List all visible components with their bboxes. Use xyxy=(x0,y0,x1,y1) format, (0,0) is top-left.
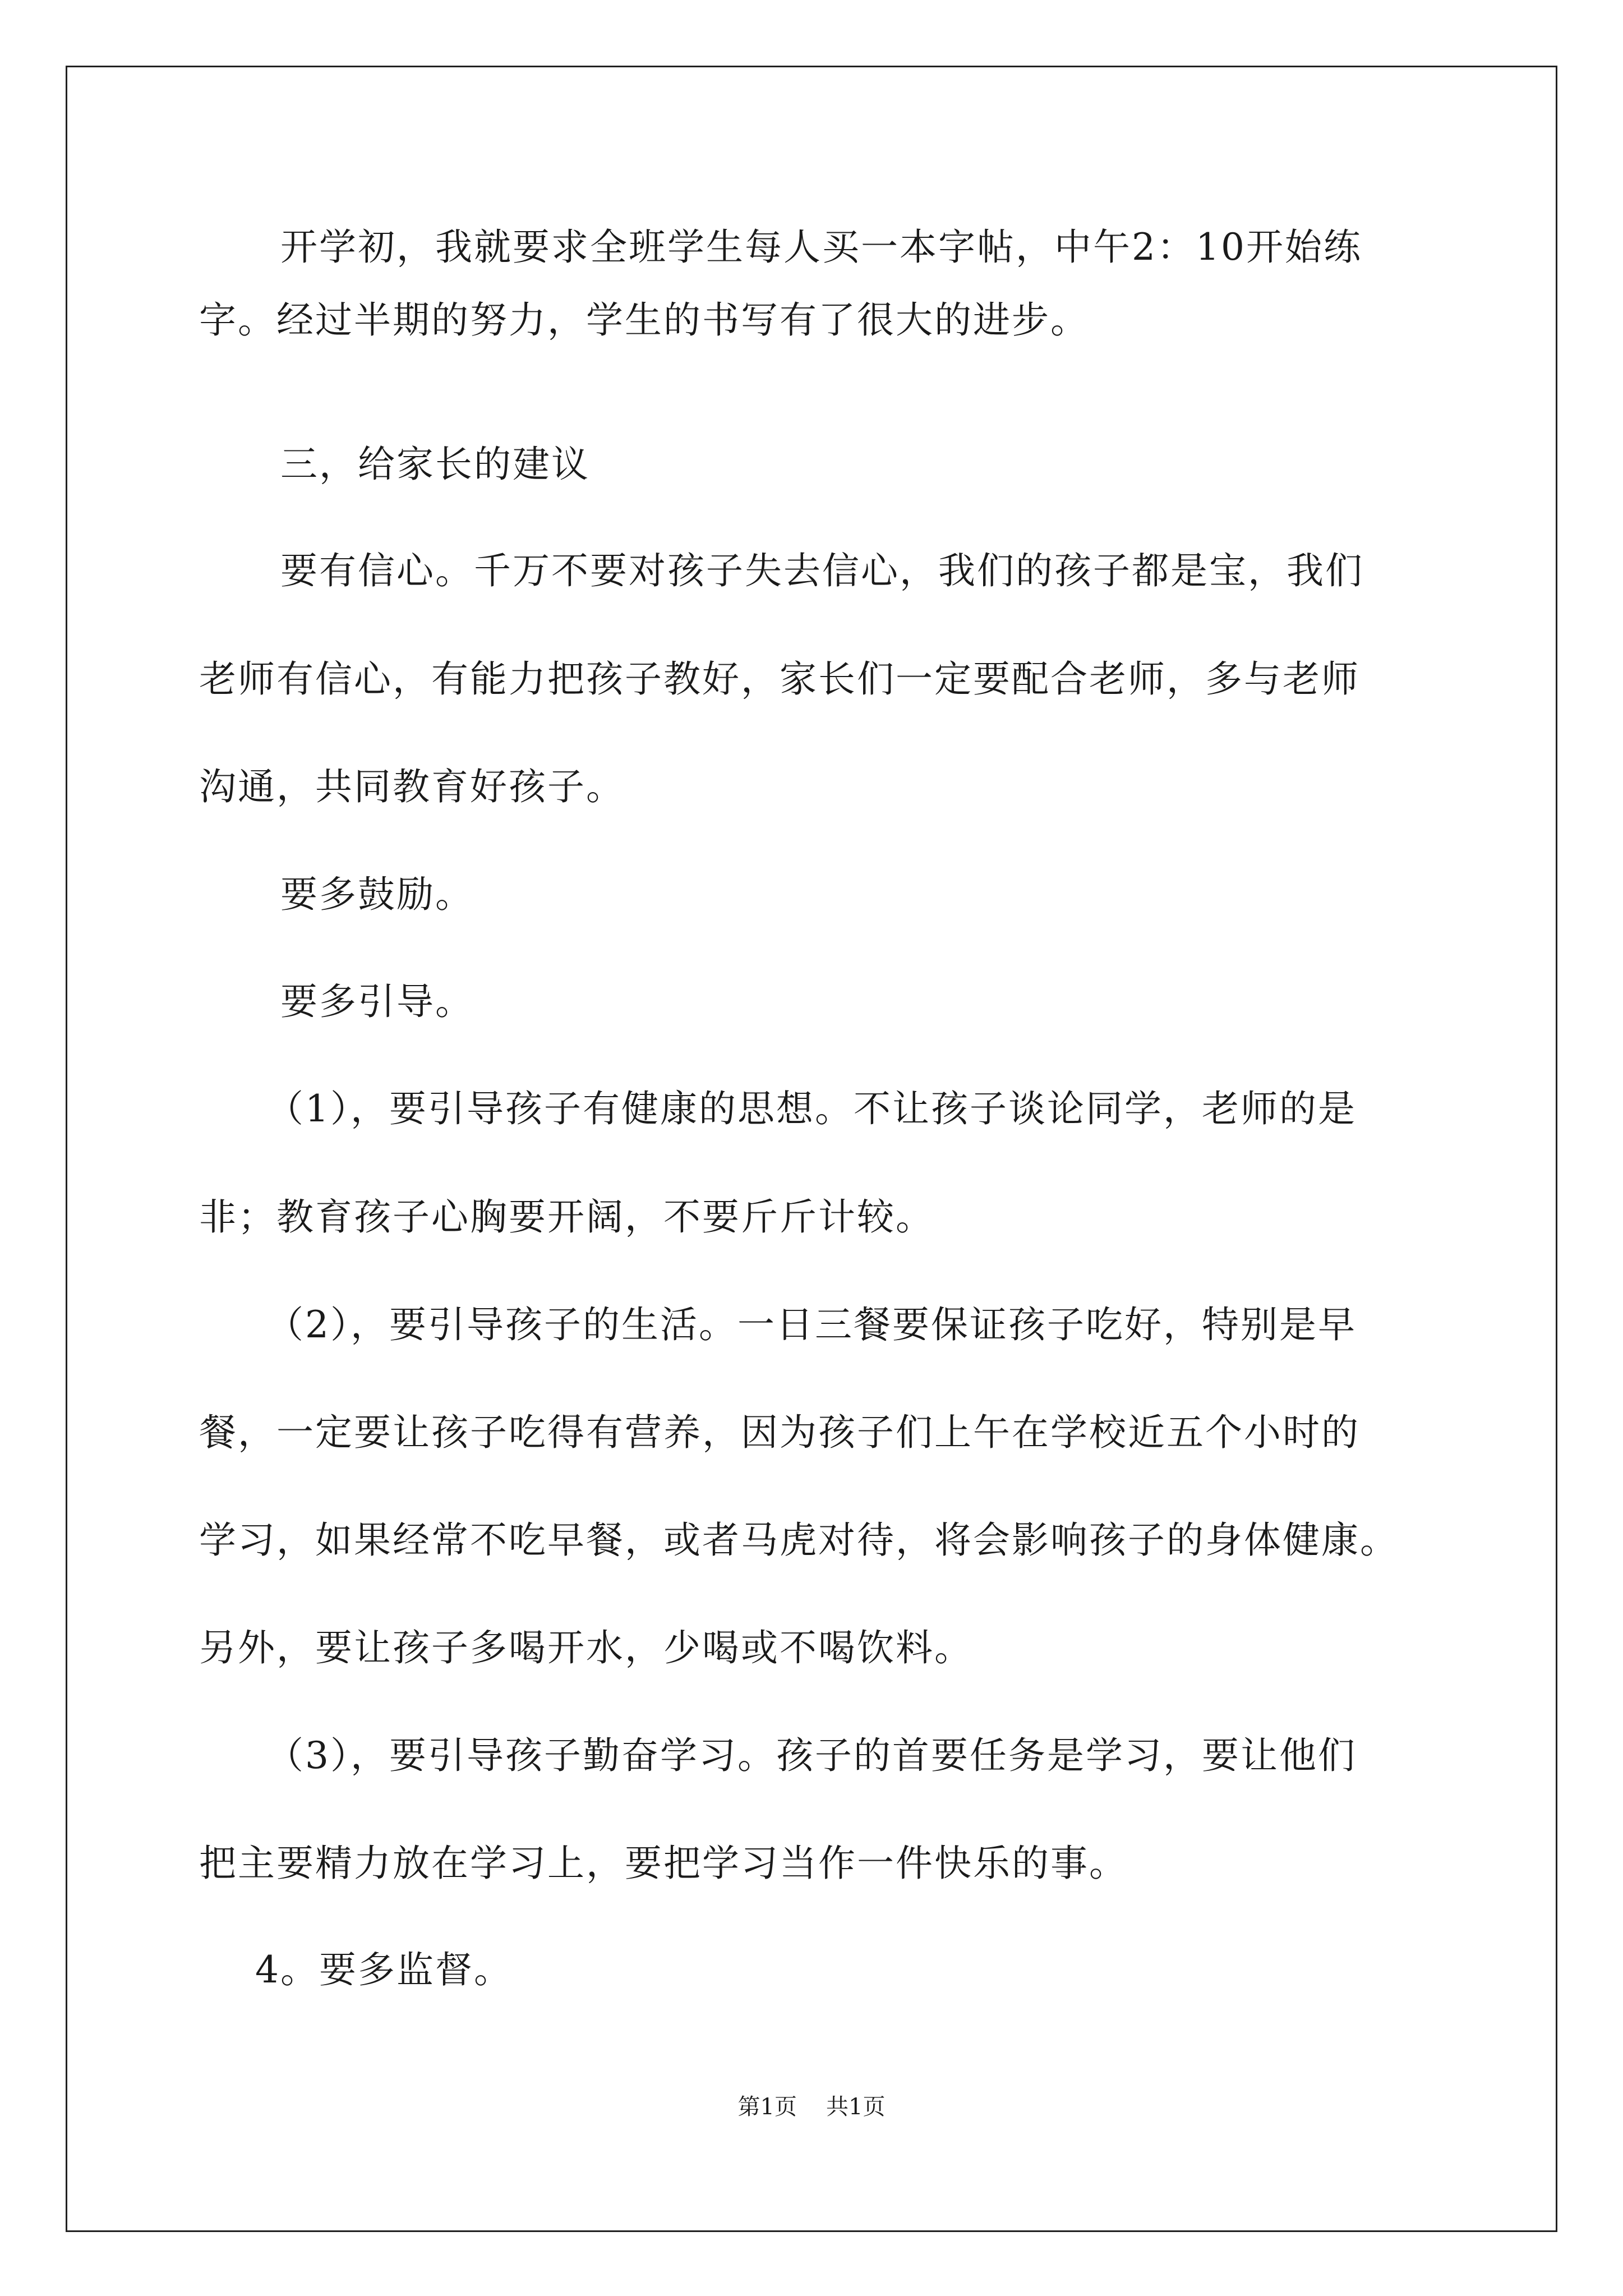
page-total: 共1页 xyxy=(826,2094,886,2120)
paragraph-line: 4。要多监督。 xyxy=(255,1948,513,1991)
paragraph-line: 沟通，共同教育好孩子。 xyxy=(199,765,625,808)
paragraph-line: 要有信心。千万不要对孩子失去信心，我们的孩子都是宝，我们 xyxy=(280,549,1364,592)
paragraph-line: （2），要引导孩子的生活。一日三餐要保证孩子吃好，特别是早 xyxy=(266,1303,1357,1346)
paragraph-line: 非；教育孩子心胸要开阔，不要斤斤计较。 xyxy=(199,1195,934,1239)
page-number: 第1页 xyxy=(737,2094,797,2120)
page-border xyxy=(66,66,1557,2232)
paragraph-line: （3），要引导孩子勤奋学习。孩子的首要任务是学习，要让他们 xyxy=(266,1734,1357,1777)
paragraph-line: 另外，要让孩子多喝开水，少喝或不喝饮料。 xyxy=(199,1626,973,1669)
paragraph-line: 要多引导。 xyxy=(280,980,474,1023)
paragraph-line: 把主要精力放在学习上，要把学习当作一件快乐的事。 xyxy=(199,1842,1128,1885)
paragraph-line: 字。经过半期的努力，学生的书写有了很大的进步。 xyxy=(199,298,1089,342)
paragraph-line: 老师有信心，有能力把孩子教好，家长们一定要配合老师，多与老师 xyxy=(199,657,1360,701)
paragraph-line: 开学初，我就要求全班学生每人买一本字帖，中午2：10开始练 xyxy=(280,226,1362,269)
paragraph-line: （1），要引导孩子有健康的思想。不让孩子谈论同学，老师的是 xyxy=(266,1087,1357,1130)
paragraph-line: 餐，一定要让孩子吃得有营养，因为孩子们上午在学校近五个小时的 xyxy=(199,1411,1360,1454)
paragraph-line: 学习，如果经常不吃早餐，或者马虎对待，将会影响孩子的身体健康。 xyxy=(199,1519,1399,1562)
paragraph-line: 要多鼓励。 xyxy=(280,873,474,916)
section-heading: 三，给家长的建议 xyxy=(280,443,590,486)
page-footer xyxy=(0,2096,1623,2118)
